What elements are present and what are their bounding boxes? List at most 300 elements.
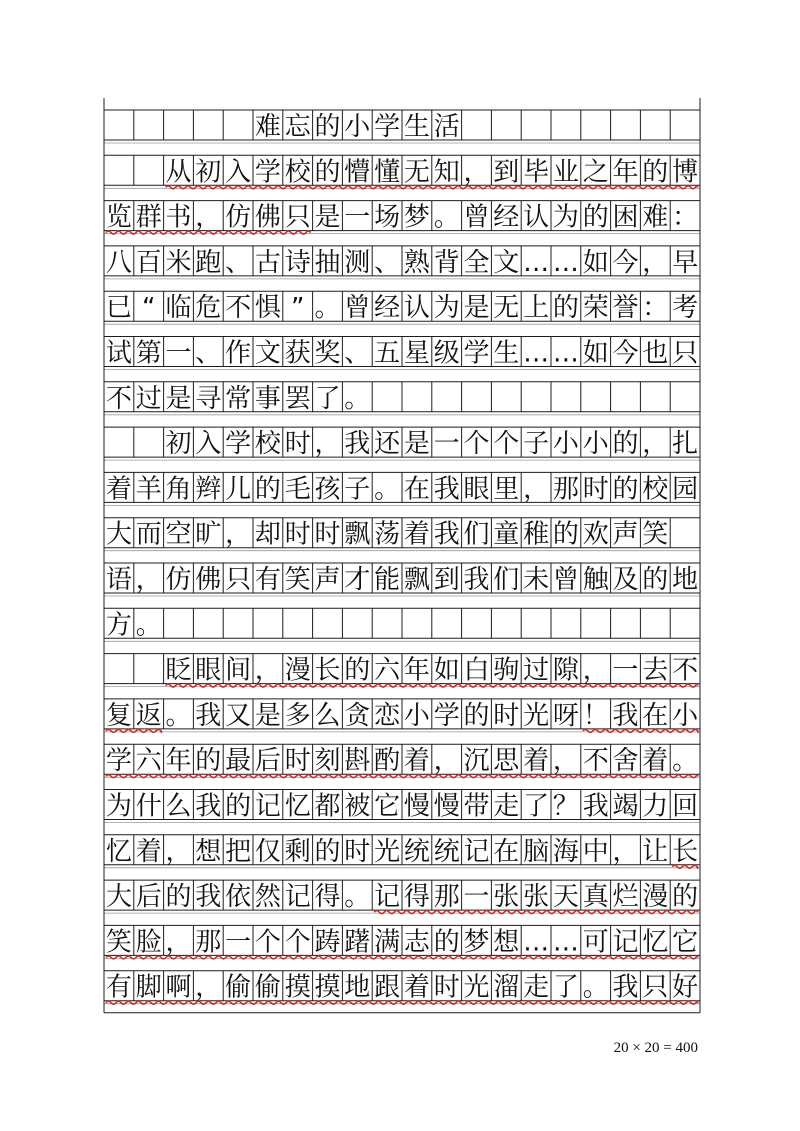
grid-character: 惧 [254,293,281,324]
grid-character: 在 [403,474,430,505]
grid-character: 个 [463,429,490,460]
grid-character: 只 [284,202,311,233]
grid-character: 背 [433,247,460,278]
grid-character: 漫 [642,882,669,913]
grid-character: … [523,338,550,369]
grid-character: 活 [433,112,460,142]
grid-character: 都 [314,791,341,822]
grid-character: 声 [314,565,341,595]
grid-character: 的 [582,202,609,233]
grid-character: 入 [225,157,252,188]
grid-character: 忆 [105,836,132,867]
grid-character: 声 [612,519,639,550]
grid-character: 间 [225,655,252,686]
grid-character: 六 [135,746,162,777]
grid-character: 把 [225,836,252,867]
grid-character: 忆 [642,927,669,958]
grid-character: 梦 [403,202,430,233]
grid-character: 记 [463,836,490,867]
grid-character: 记 [612,927,639,958]
grid-character: 懂 [374,157,401,188]
grid-character: ， [314,429,341,460]
grid-character: 偷 [254,972,281,1003]
grid-character: … [523,927,550,958]
grid-character: ， [433,746,460,777]
grid-character: ， [612,836,639,867]
grid-character: 飘 [344,519,371,550]
grid-character: 着 [135,836,162,867]
grid-character: 溜 [493,972,520,1003]
grid-character: 米 [165,247,192,278]
grid-character: 扎 [672,429,699,460]
grid-character: 懵 [344,157,371,188]
grid-character: 的 [672,882,699,913]
grid-character: 啊 [165,972,192,1003]
grid-character: 是 [165,383,192,414]
grid-character: 才 [344,565,371,595]
grid-character: 难 [642,202,669,233]
grid-character: 常 [225,383,252,414]
grid-character: 熟 [403,247,430,278]
grid-character: 里 [493,474,520,505]
grid-character: 时 [433,972,460,1003]
grid-character: 得 [403,882,430,913]
grid-character: 白 [463,655,490,686]
grid-character: 躇 [344,927,371,958]
grid-character: 有 [254,565,281,595]
grid-character: 不 [672,655,699,686]
grid-character: 时 [284,429,311,460]
grid-character: 眼 [463,474,490,505]
grid-character: 然 [254,882,281,913]
grid-character: 什 [135,791,162,822]
grid-character: 长 [314,655,341,686]
grid-character: 时 [582,474,609,505]
grid-character: 笑 [105,927,132,958]
grid-character: 到 [493,157,520,188]
grid-character: 地 [672,565,699,595]
grid-character: 它 [672,927,699,958]
grid-character: 一 [463,882,490,913]
grid-character: 的 [463,700,490,731]
grid-character: 年 [403,655,430,686]
grid-character: 只 [672,338,699,369]
grid-character: 的 [433,927,460,958]
grid-character: 却 [254,519,281,550]
grid-character: 烂 [612,882,639,913]
grid-character: 在 [493,836,520,867]
grid-character: 羊 [135,474,162,505]
grid-character: 入 [195,429,222,460]
grid-character: 统 [433,836,460,867]
grid-character: 过 [523,655,550,686]
grid-character: 我 [612,700,639,731]
writing-grid [104,98,700,1013]
grid-character: 。 [165,700,192,731]
grid-character: 文 [493,247,520,278]
grid-character: 一 [344,202,371,233]
grid-character: 欢 [582,519,609,550]
grid-character: 忘 [284,112,311,142]
grid-character: 书 [165,202,192,233]
grid-character: 摸 [284,972,311,1003]
grid-character: 的 [552,293,579,324]
grid-character: 那 [195,927,222,958]
grid-character: 学 [254,157,281,188]
grid-character: 曾 [463,202,490,233]
grid-character: 认 [523,202,550,233]
grid-character: 刻 [314,746,341,777]
grid-character: 慢 [403,791,430,822]
grid-character: 辫 [195,474,222,505]
grid-character: 毛 [284,474,311,505]
grid-character: 无 [403,157,430,188]
grid-character: 回 [672,791,699,822]
grid-character: 的 [344,655,371,686]
grid-character: ” [290,293,305,324]
grid-character: 星 [403,338,430,369]
grid-character: 得 [314,882,341,913]
grid-character: 而 [135,519,162,550]
grid-character: 着 [403,972,430,1003]
grid-character: 的 [314,157,341,188]
grid-character: 上 [523,293,550,324]
grid-character: 梦 [463,927,490,958]
grid-character: 过 [135,383,162,414]
grid-character: 学 [374,112,401,142]
grid-character: ， [463,157,490,188]
grid-character: 被 [344,791,371,822]
grid-character: 了 [314,383,341,414]
grid-character: 佛 [254,202,281,233]
grid-character: 获 [284,338,311,369]
grid-character: 一 [433,429,460,460]
grid-character: 力 [642,791,669,822]
grid-character: 真 [582,882,609,913]
grid-character: 毕 [523,157,550,188]
grid-character: 知 [433,157,460,188]
grid-character: 认 [403,293,430,324]
grid-character: 能 [374,565,401,595]
grid-character: 返 [135,700,162,731]
grid-character: 好 [672,972,699,1003]
grid-character: 了 [523,791,550,822]
grid-character: 统 [403,836,430,867]
grid-character: 学 [433,700,460,731]
grid-character: 的 [642,565,669,595]
grid-character: 大 [105,882,132,913]
grid-character: 后 [135,882,162,913]
grid-character: 也 [642,338,669,369]
grid-character: 如 [582,247,609,278]
grid-character: 已 [105,293,132,324]
grid-character: 呀 [552,700,579,731]
grid-character: 隙 [552,655,579,686]
grid-character: 荡 [374,519,401,550]
grid-character: 恋 [374,700,401,731]
grid-character: 是 [314,202,341,233]
grid-character: 光 [463,972,490,1003]
grid-character: 场 [374,202,401,233]
grid-character: 想 [195,836,222,867]
grid-character: 六 [374,655,401,686]
grid-character: 的 [165,882,192,913]
grid-character: 地 [344,972,371,1003]
grid-character: 儿 [225,474,252,505]
grid-character: ， [165,927,192,958]
grid-character: 时 [493,700,520,731]
grid-character: 校 [284,157,311,188]
grid-character: 脸 [135,927,162,958]
grid-character: 今 [612,338,639,369]
grid-character: ， [582,655,609,686]
grid-character: 生 [403,112,430,142]
grid-character: 大 [105,519,132,550]
grid-character: 多 [284,700,311,731]
grid-character: 旷 [195,519,222,550]
grid-character: 我 [612,972,639,1003]
grid-character: 经 [374,293,401,324]
grid-character: 事 [254,383,281,414]
grid-character: 学 [225,429,252,460]
grid-character: 古 [254,247,281,278]
grid-character: 文 [254,338,281,369]
grid-character: 校 [642,474,669,505]
grid-character: 那 [552,474,579,505]
grid-character: 中 [582,836,609,867]
grid-character: 舍 [612,746,639,777]
grid-character: 览 [105,202,132,233]
grid-character: 思 [493,746,520,777]
grid-character: … [552,927,579,958]
grid-character: 志 [403,927,430,958]
grid-character: 我 [463,565,490,595]
grid-character: 是 [254,700,281,731]
grid-character: 小 [672,700,699,731]
grid-character: 困 [612,202,639,233]
grid-character: 。 [135,610,162,641]
grid-character: 空 [165,519,192,550]
grid-character: 。 [344,383,371,414]
grid-character: 光 [374,836,401,867]
grid-character: 走 [523,972,550,1003]
grid-character: ？ [552,791,579,822]
grid-character: 让 [642,836,669,867]
grid-character: 的 [314,836,341,867]
grid-character: 。 [374,474,401,505]
grid-character: 年 [165,746,192,777]
grid-character: 的 [195,746,222,777]
grid-character: ， [552,746,579,777]
grid-character: … [552,247,579,278]
grid-character: 想 [493,927,520,958]
grid-character: 我 [195,882,222,913]
grid-character: 仿 [225,202,252,233]
grid-character: 一 [165,338,192,369]
grid-character: 八 [105,247,132,278]
grid-character: 的 [254,474,281,505]
grid-character: 长 [672,836,699,867]
grid-character: 稚 [523,519,550,550]
grid-character: 学 [463,338,490,369]
grid-character: 诗 [284,247,311,278]
grid-character: 的 [612,429,639,460]
grid-character: 我 [433,519,460,550]
grid-character: 孩 [314,474,341,505]
grid-character: 。 [433,202,460,233]
grid-character: 触 [582,565,609,595]
grid-character: 考 [672,293,699,324]
grid-character: 我 [344,429,371,460]
grid-character: 它 [374,791,401,822]
grid-character: 个 [493,429,520,460]
grid-character: 记 [284,882,311,913]
grid-character: 海 [552,836,579,867]
grid-character: 后 [254,746,281,777]
grid-character: 着 [523,746,550,777]
grid-character: ， [165,836,192,867]
grid-character: 酌 [374,746,401,777]
grid-character: 学 [105,746,132,777]
grid-character: 时 [344,836,371,867]
grid-character: 那 [433,882,460,913]
grid-character: 罢 [284,383,311,414]
grid-character: 不 [225,293,252,324]
grid-character: 到 [433,565,460,595]
grid-character: 又 [225,700,252,731]
grid-character: 子 [344,474,371,505]
grid-character: 最 [225,746,252,777]
grid-character: 有 [105,972,132,1003]
grid-character: 时 [284,746,311,777]
grid-character: 百 [135,247,162,278]
grid-character: 斟 [344,746,371,777]
grid-character: 个 [284,927,311,958]
grid-character: 不 [105,383,132,414]
grid-character: 个 [254,927,281,958]
grid-character: 寻 [195,383,222,414]
grid-character: 记 [254,791,281,822]
grid-character: 如 [433,655,460,686]
grid-character: 跑 [195,247,222,278]
grid-character: 园 [672,474,699,505]
grid-character: 的 [314,112,341,142]
grid-character: 初 [195,157,222,188]
grid-character: 是 [463,293,490,324]
grid-character: 驹 [493,655,520,686]
grid-character: 忆 [284,791,311,822]
grid-character: 在 [642,700,669,731]
grid-character: 年 [612,157,639,188]
grid-size-caption: 20 × 20 = 400 [613,1040,698,1056]
grid-character: 的 [642,157,669,188]
grid-character: 。 [672,746,699,777]
grid-character: 着 [403,746,430,777]
grid-character: 无 [493,293,520,324]
grid-character: 为 [552,202,579,233]
grid-character: 、 [374,247,401,278]
grid-character: 一 [612,655,639,686]
grid-character: 生 [493,338,520,369]
grid-character: 我 [582,791,609,822]
grid-character: 记 [374,882,401,913]
grid-character: ， [523,474,550,505]
grid-character: 只 [225,565,252,595]
grid-character: 脑 [523,836,550,867]
grid-character: 童 [493,519,520,550]
grid-character: 小 [582,429,609,460]
grid-character: 仿 [165,565,192,595]
grid-character: 贪 [344,700,371,731]
grid-character: 笑 [284,565,311,595]
grid-character: 全 [463,247,490,278]
grid-character: 带 [463,791,490,822]
grid-character: 的 [612,474,639,505]
grid-character: 可 [582,927,609,958]
grid-character: 满 [374,927,401,958]
grid-character: ： [642,293,669,324]
grid-character: 们 [493,565,520,595]
grid-character: 漫 [284,655,311,686]
grid-character: 群 [135,202,162,233]
grid-character: 张 [523,882,550,913]
grid-character: 、 [225,247,252,278]
grid-character: 如 [582,338,609,369]
grid-character: 临 [165,293,192,324]
grid-character: 眨 [165,655,192,686]
grid-character: 难 [254,112,281,142]
grid-character: 依 [225,882,252,913]
grid-character: 着 [105,474,132,505]
grid-character: 子 [523,429,550,460]
grid-character: 业 [552,157,579,188]
grid-character: 天 [552,882,579,913]
grid-character: ， [642,429,669,460]
grid-character: 级 [433,338,460,369]
grid-character: … [552,338,579,369]
grid-character: 角 [165,474,192,505]
grid-character: … [523,247,550,278]
grid-character: ， [195,202,222,233]
grid-character: 光 [523,700,550,731]
grid-character: 是 [403,429,430,460]
grid-character: 飘 [403,565,430,595]
grid-character: 着 [642,746,669,777]
grid-character: 从 [165,157,192,188]
grid-character: 跟 [374,972,401,1003]
grid-character: 时 [314,519,341,550]
grid-character: 作 [225,338,252,369]
grid-character: 去 [642,655,669,686]
grid-character: ， [225,519,252,550]
grid-character: 一 [225,927,252,958]
grid-character: 眼 [195,655,222,686]
grid-character: 誉 [612,293,639,324]
grid-character: ！ [582,700,609,731]
grid-character: 剩 [284,836,311,867]
grid-character: ， [254,655,281,686]
grid-character: 曾 [552,565,579,595]
grid-character: 复 [105,700,132,731]
grid-character: 。 [314,293,341,324]
grid-character: 曾 [344,293,371,324]
grid-character: 抽 [314,247,341,278]
grid-character: 小 [403,700,430,731]
grid-character: 摸 [314,972,341,1003]
grid-character: 的 [225,791,252,822]
grid-character: 小 [552,429,579,460]
grid-character: 我 [195,791,222,822]
